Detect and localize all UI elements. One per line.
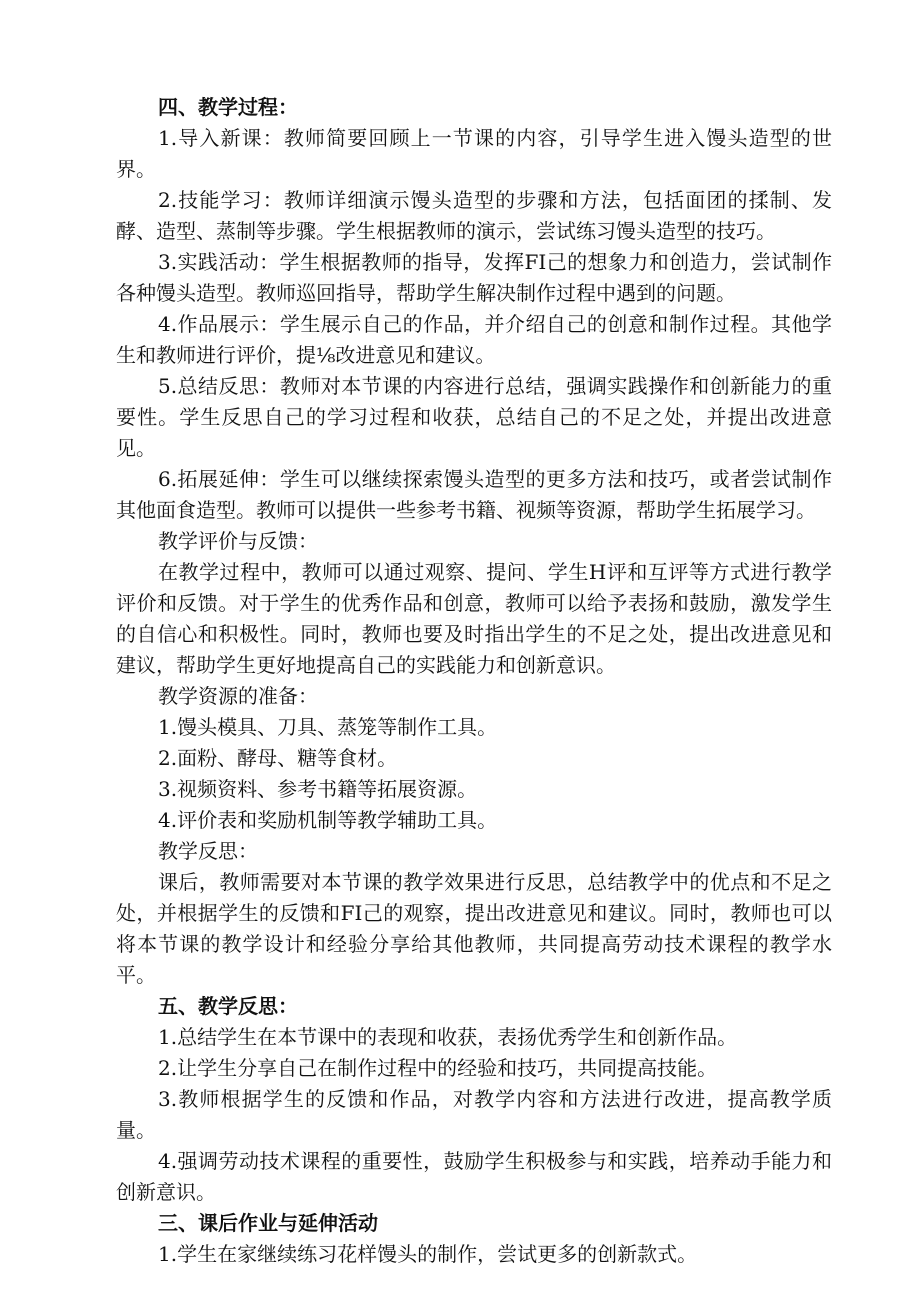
list-item: 5.总结反思：教师对本节课的内容进行总结，强调实践操作和创新能力的重要性。学生反思自己的学习过程和收获，总结自己的不足之处，并提出改进意见。 [116, 374, 832, 460]
list-item: 4.强调劳动技术课程的重要性，鼓励学生积极参与和实践，培养动手能力和创新意识。 [116, 1149, 832, 1204]
list-item: 2.技能学习：教师详细演示馒头造型的步骤和方法，包括面团的揉制、发酵、造型、蒸制等步骤。学生根据教师的演示，尝试练习馒头造型的技巧。 [116, 188, 832, 243]
list-item: 4.评价表和奖励机制等教学辅助工具。 [158, 808, 498, 832]
subheading-resources: 教学资源的准备： [158, 684, 318, 708]
section-heading-reflection: 五、教学反思： [158, 994, 298, 1018]
list-item: 1.馒头模具、刀具、蒸笼等制作工具。 [158, 715, 498, 739]
paragraph: 在教学过程中，教师可以通过观察、提问、学生H评和互评等方式进行教学评价和反馈。对于学生的优秀作品和创意，教师可以给予表扬和鼓励，激发学生的自信心和积极性。同时，教师也要及时指出学生的不足之处，提出改进意见和建议，帮助学生更好地提高自己的实践能力和创新意识。 [116, 560, 832, 677]
paragraph: 课后，教师需要对本节课的教学效果进行反思，总结教学中的优点和不足之处，并根据学生的反馈和FI己的观察，提出改进意见和建议。同时，教师也可以将本节课的教学设计和经验分享给其他教师，共同提高劳动技术课程的教学水平。 [116, 870, 832, 987]
list-item: 2.让学生分享自己在制作过程中的经验和技巧，共同提高技能。 [158, 1056, 718, 1080]
subheading-reflection: 教学反思： [158, 839, 258, 863]
list-item: 1.导入新课：教师简要回顾上一节课的内容，引导学生进入馒头造型的世界。 [116, 126, 832, 181]
list-item: 4.作品展示：学生展示自己的作品，并介绍自己的创意和制作过程。其他学生和教师进行评价，提⅛改进意见和建议。 [116, 312, 832, 367]
list-item: 2.面粉、酵母、糖等食材。 [158, 746, 398, 770]
list-item: 6.拓展延伸：学生可以继续探索馒头造型的更多方法和技巧，或者尝试制作其他面食造型。教师可以提供一些参考书籍、视频等资源，帮助学生拓展学习。 [116, 467, 832, 522]
section-heading-teaching-process: 四、教学过程： [158, 95, 298, 119]
document-body [116, 92, 832, 1270]
list-item: 3.视频资料、参考书籍等拓展资源。 [158, 777, 478, 801]
list-item: 1.总结学生在本节课中的表现和收获，表扬优秀学生和创新作品。 [158, 1025, 738, 1049]
list-item: 1.学生在家继续练习花样馒头的制作，尝试更多的创新款式。 [158, 1242, 698, 1266]
section-heading-homework: 三、课后作业与延伸活动 [158, 1211, 378, 1235]
list-item: 3.实践活动：学生根据教师的指导，发挥FI己的想象力和创造力，尝试制作各种馒头造型。教师巡回指导，帮助学生解决制作过程中遇到的问题。 [116, 250, 832, 305]
list-item: 3.教师根据学生的反馈和作品，对教学内容和方法进行改进，提高教学质量。 [116, 1087, 832, 1142]
subheading-evaluation: 教学评价与反馈： [158, 529, 318, 553]
